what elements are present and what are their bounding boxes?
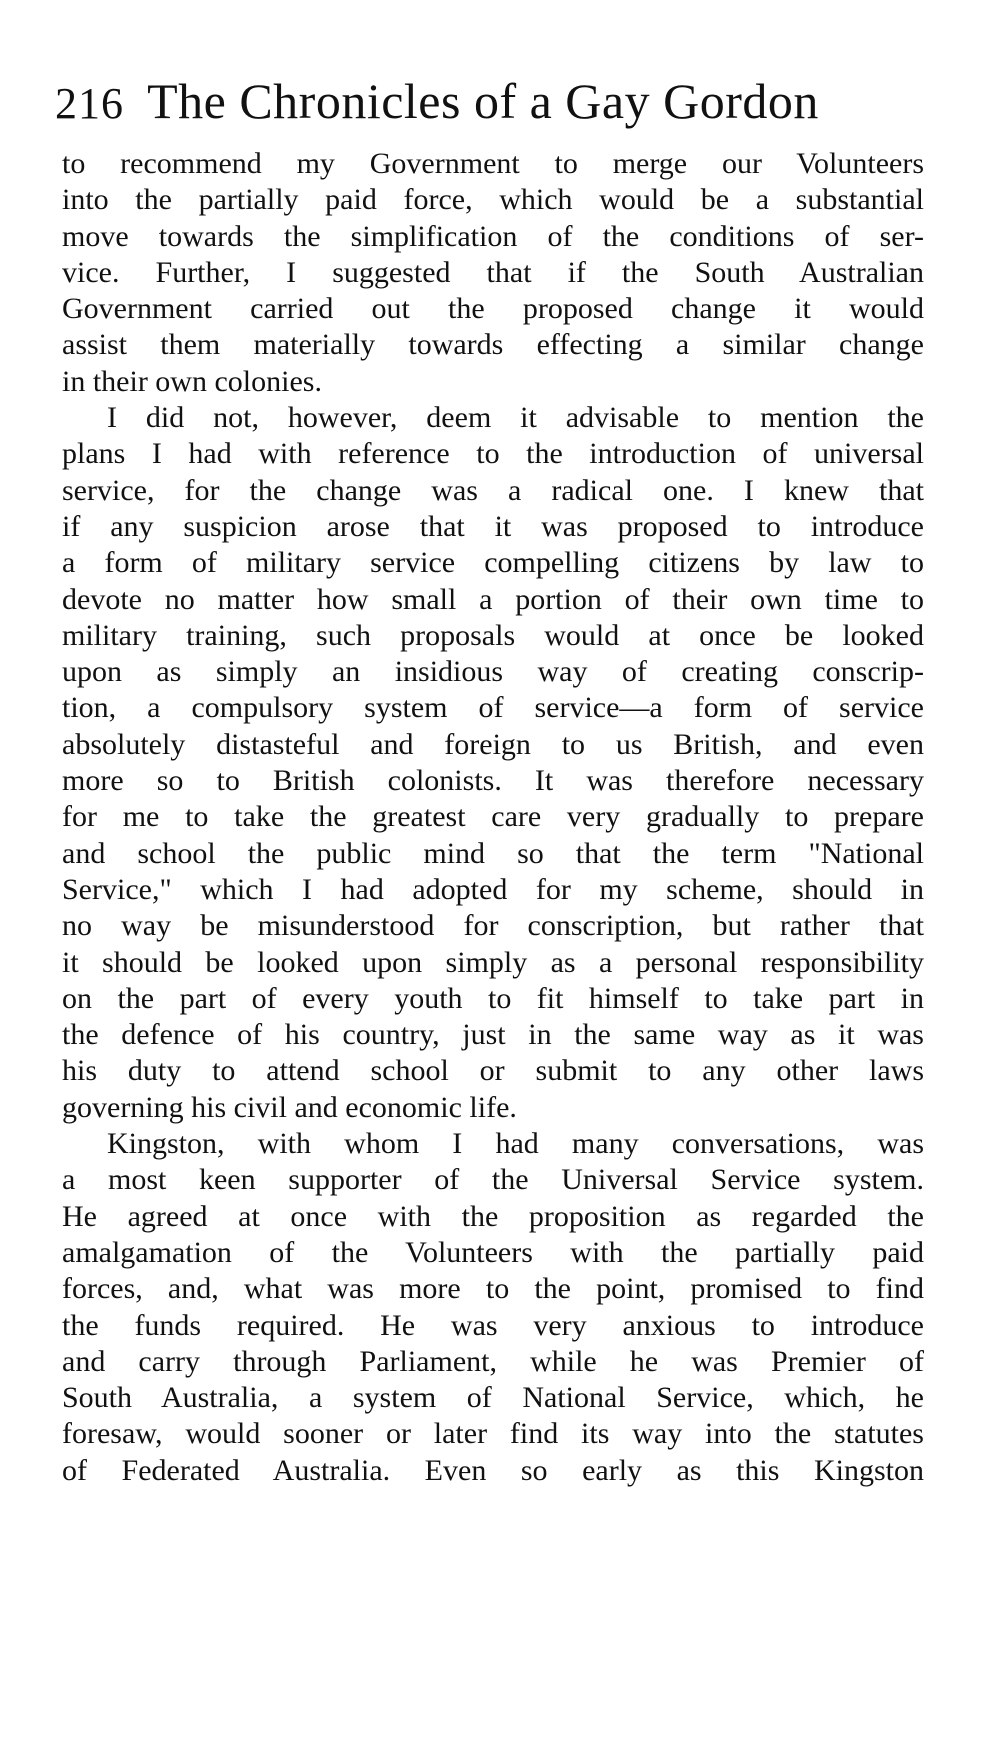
text-line: on the part of every youth to fit himself to take part in <box>62 981 924 1015</box>
text-line: and carry through Parliament, while he was Premier of <box>62 1344 924 1378</box>
text-line: He agreed at once with the proposition as regarded the <box>62 1199 924 1233</box>
text-line: into the partially paid force, which would be a substantial <box>62 183 924 217</box>
text-line: absolutely distasteful and foreign to us British, and even <box>62 727 924 761</box>
text-line: more so to British colonists. It was therefore necessary <box>62 764 924 798</box>
text-line: it should be looked upon simply as a personal responsibility <box>62 945 924 979</box>
text-line: upon as simply an insidious way of creating conscrip- <box>62 655 924 689</box>
text-line: no way be misunderstood for conscription, but rather that <box>62 909 924 943</box>
text-line: devote no matter how small a portion of their own time to <box>62 582 924 616</box>
text-line: of Federated Australia. Even so early as this Kingston <box>62 1453 924 1487</box>
text-line: the funds required. He was very anxious to introduce <box>62 1308 924 1342</box>
text-line: if any suspicion arose that it was proposed to introduce <box>62 509 924 543</box>
text-line: plans I had with reference to the introduction of universal <box>62 437 924 471</box>
text-line: I did not, however, deem it advisable to mention the <box>107 401 924 435</box>
running-head <box>55 72 935 132</box>
text-line: his duty to attend school or submit to any other laws <box>62 1054 924 1088</box>
text-line: in their own colonies. <box>62 364 322 398</box>
page-number: 216 <box>55 79 124 128</box>
text-line: to recommend my Government to merge our Volunteers <box>62 147 924 180</box>
text-line: for me to take the greatest care very gradually to prepare <box>62 800 924 834</box>
text-line: vice. Further, I suggested that if the South Australian <box>62 255 924 289</box>
text-line: a form of military service compelling citizens by law to <box>62 546 924 580</box>
text-line: Government carried out the proposed change it would <box>62 292 924 326</box>
text-line: the defence of his country, just in the same way as it was <box>62 1018 924 1052</box>
text-line: Kingston, with whom I had many conversations, was <box>107 1127 924 1161</box>
text-line: amalgamation of the Volunteers with the partially paid <box>62 1235 924 1269</box>
text-line: Service," which I had adopted for my scheme, should in <box>62 872 924 906</box>
text-line: South Australia, a system of National Service, which, he <box>62 1381 924 1415</box>
text-line: military training, such proposals would at once be looked <box>62 618 924 652</box>
page-body <box>62 146 924 1489</box>
book-title: The Chronicles of a Gay Gordon <box>147 73 819 129</box>
text-line: forces, and, what was more to the point, promised to find <box>62 1272 924 1306</box>
text-line: and school the public mind so that the term "National <box>62 836 924 870</box>
text-line: service, for the change was a radical one. I knew that <box>62 473 924 507</box>
text-line: foresaw, would sooner or later find its way into the statutes <box>62 1417 924 1451</box>
text-line: move towards the simplification of the conditions of ser- <box>62 219 924 253</box>
text-line: assist them materially towards effecting a similar change <box>62 328 924 362</box>
text-line: tion, a compulsory system of service—a form of service <box>62 691 924 725</box>
text-line: governing his civil and economic life. <box>62 1090 517 1124</box>
text-line: a most keen supporter of the Universal Service system. <box>62 1163 924 1197</box>
